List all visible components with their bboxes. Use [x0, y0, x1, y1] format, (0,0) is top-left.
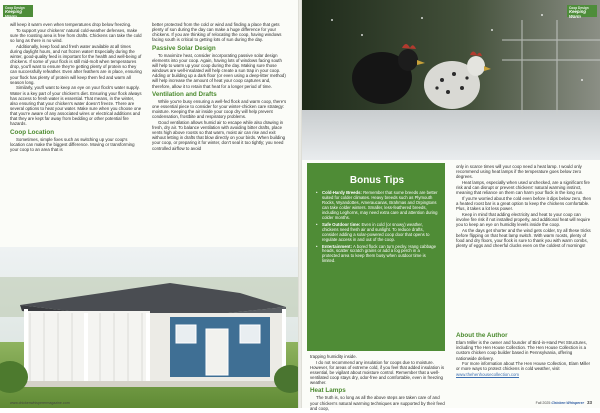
- page-number: 33: [586, 400, 592, 405]
- paragraph: [456, 361, 594, 376]
- badge-title: Keeping Warm: [569, 9, 586, 19]
- paragraph: As the days get shorter and the wind gets colder, try all these tricks before flipping on that heat lamp switch. With warm roosts, plenty of food and dry floors, your flock is sure to thank you with warm combs, plenty of eggs and cheerful clucks even on the coldest of mornings!: [456, 227, 591, 249]
- heading-coop-location: Coop Location: [10, 128, 55, 136]
- paragraph: Good ventilation allows humid air to escape while also drawing in fresh, dry air. To balance ventilation with avoiding bitter drafts, place vents high above roosts so that warm, moist air can rise and exit without letting in drafts that blow directly on your birds. When building your coop, or preparing it for winter, don't seal it too tightly; you need controlled airflow to avoid: [152, 119, 286, 151]
- tip-text: Remember that some breeds are better suited for colder climates. Heavy breeds such as Plymouth Rocks, Wyandottes, Ameraucanas, Brahmas and Orpingtons can take colder winters. Smaller, less-feathered breeds, including Leghorns, may need extra care and attention during colder months.: [322, 190, 438, 220]
- left-column-1: [10, 22, 143, 153]
- paragraph: better protected from the cold or wind and finding a place that gets plenty of sun during the day can make a huge difference for your chickens. If you are thinking of relocating the coop, having windows facing south is critical to getting lots of sun during the day.: [152, 22, 282, 43]
- about-text: For more information about The Hen House Collection, Elam Miller or more ways to protect chickens in cold weather, visit: [456, 361, 591, 372]
- bonus-tip: [316, 245, 438, 265]
- section-badge-left: [3, 5, 33, 17]
- footer-left: [10, 401, 70, 405]
- left-page: [0, 0, 298, 408]
- paragraph: Keep in mind that adding electricity and heat to your coop can involve fire risk if not installed properly, and additional heat will require you to keep an eye on humidity levels inside the coop.: [456, 211, 591, 228]
- left-column-2: [152, 22, 289, 151]
- paragraph: Elam Miller is the owner and founder of Bird-in-Hand Pet Structures, including The Hen House Collection. The Hen House Collection is a custom chicken coop builder based in Pennsylvania, offering nationwide delivery.: [456, 340, 587, 361]
- coop-photo: [0, 247, 298, 408]
- badge-category: Coop Design: [569, 6, 589, 10]
- paragraph: will keep it warm even when temperatures drop below freezing.: [10, 22, 132, 27]
- bonus-tips-box: [307, 163, 445, 351]
- heading-passive-solar: Passive Solar Design: [152, 44, 216, 52]
- about-author: [456, 333, 594, 377]
- paragraph: While you're busy ensuring a well-fed flock and warm coop, there's one essential piece to consider for your winter-chicken care strategy: moisture. Keeping the air inside your coop dry will help prevent condensation, frostbite and respiratory problems.: [152, 98, 287, 120]
- paragraph: The truth is, so long as all the above steps are taken care of and your chicken's natural warming techniques are supported by their feed and coop,: [310, 395, 445, 411]
- bonus-tips-list: [316, 191, 438, 264]
- chicken-coop-illustration: [0, 247, 298, 408]
- badge-title: Keeping Warm: [5, 9, 22, 19]
- paragraph: Sometimes, simple fixes such as switching up your coop's location can make the biggest difference. Moving or transforming your coop to an area that is: [10, 136, 135, 152]
- heading-heat-lamps: Heat Lamps: [310, 387, 346, 395]
- paragraph: Additionally, keep food and fresh water available at all times during daylight hours, and not frozen water! Especially during the winter, good-quality feed is important for the health and well-being of chickens. If some of your flock is still mid-molt when temperatures drop, you'll want to ensure they're getting plenty of protein so they can successfully refeather. Even after feathers are in place, ensuring your flock has plenty of protein will keep them fed and warm all season long.: [10, 43, 142, 85]
- paragraph: only in scarce times will your coop need a heat lamp. I would only recommend using heat lamps if the temperature goes below zero degrees.: [456, 164, 582, 180]
- about-author-heading: About the Author: [456, 332, 508, 339]
- tip-label: Entertainment:: [322, 243, 352, 249]
- right-column-1: [310, 354, 446, 411]
- tip-label: Cold-Hardy Breeds:: [322, 190, 362, 195]
- author-website-link[interactable]: www.thehenhousecollection.com: [456, 371, 520, 377]
- tip-text: Even in cold (or snowy) weather, chickens need fresh air and sunlight. To reduce drafts, consider adding a solar-powered coop door that opens to regulate access in and out of the coop.: [322, 221, 430, 242]
- footer-right: [536, 400, 592, 405]
- paragraph: If you're worried about the cold even before it dips below zero, then a heated roost bar is a great option to keep the chickens comfortable. Plus, it takes a lot less power.: [456, 195, 592, 212]
- hens-photo: [302, 0, 600, 160]
- right-column-2: [456, 164, 594, 249]
- paragraph: I do not recommend any insulation for coops due to moisture. However, for areas of extreme cold, if you feel that added insulation is essential, be vigilant about moisture control. Remember that a well-ventilated coop stays dry, odor-free and comfortable, even in freezing weather.: [310, 359, 445, 386]
- hens-in-snow-illustration: [302, 0, 600, 160]
- footer-issue: Fall 2025: [535, 401, 551, 405]
- tip-label: Safe Outdoor time:: [322, 221, 361, 227]
- tip-text: A bored flock can turn pecky. Hang cabbage heads, scatter scratch grains or add a log perch in a protected area to keep them busy when outdoor time is limited.: [322, 243, 437, 264]
- paragraph: trapping humidity inside.: [310, 354, 357, 359]
- bonus-tips-title: Bonus Tips: [349, 175, 405, 186]
- badge-category: Coop Design: [5, 6, 25, 10]
- heading-ventilation: Ventilation and Drafts: [152, 90, 217, 98]
- paragraph: Similarly, you'll want to keep an eye on your flock's water supply. Water is a key part of your chicken's diet. Ensuring your flock always has access to fresh water is essential. That means, in the winter, also ensuring that your chicken's water doesn't freeze. There are several options to heat your water. Make sure when you choose one that you're aware of any associated wires or electrical additions and that they are kept far away from bedding or other potential fire hazards.: [10, 85, 142, 127]
- bonus-tip: [316, 191, 438, 221]
- section-badge-right: [567, 5, 597, 17]
- footer-url: www.chickenwhisperermagazine.com: [10, 401, 70, 405]
- paragraph: Heat lamps, especially when used unchecked, are a significant fire risk and can disrupt or prevent chickens' natural warming instinct, meaning that reliance on them can harm your flock in the long run.: [456, 179, 590, 196]
- paragraph: To maximize heat, consider incorporating passive solar design elements into your coop. Again, having lots of windows facing south will help to warm up your coop during the day. Making sure those windows are well-insulated will help create a sun trap in your coop. Adding or building up a dark floor (or even using a deep-litter method) will help increase the amount of heat your coop captures and, therefore, allow it to retain that heat for a longer period of time.: [152, 52, 286, 89]
- bonus-tip: [316, 223, 438, 243]
- paragraph: To support your chickens' natural cold-weather defenses, make sure the roosting area is free from drafts. Chickens can take the cold so long as there is no wind.: [10, 27, 142, 43]
- footer-magazine: Chicken Whisperer: [551, 401, 584, 405]
- right-page: [302, 0, 600, 411]
